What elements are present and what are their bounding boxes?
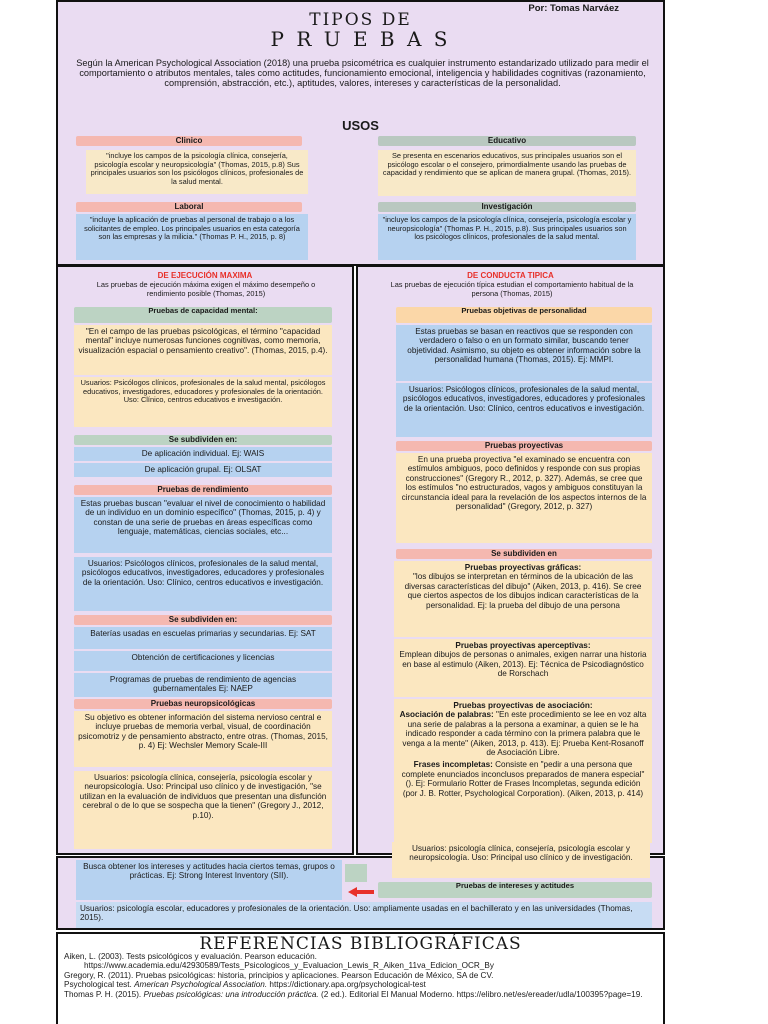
sub-asociacion: Asociación de palabras: xyxy=(399,710,494,720)
references-section xyxy=(56,932,665,1024)
label-clinico: Clinico xyxy=(76,136,302,146)
right-heading: DE CONDUCTA TIPICA xyxy=(467,271,554,280)
sub-baterias: Baterías usadas en escuelas primarias y secundarias. Ej: SAT xyxy=(74,627,332,649)
para-frases xyxy=(398,760,648,798)
users-intereses: Usuarios: psicología escolar, educadores y profesionales de la orientación. Uso: ampliamente usadas en el bachillerato y en las universidades (Thomas, 2015). xyxy=(76,902,652,928)
text-graficas: "los dibujos se interpretan en términos de la ubicación de las diversas características del dibujo" (Aiken, 2013, p. 416). Se cree que ciertos aspectos de los dibujos indican características de la personalidad. Ej: la prueba del dibujo de una persona xyxy=(404,572,642,610)
right-subtitle: Las pruebas de ejecución típica estudian el comportamiento habitual de la persona (Thomas, 2015) xyxy=(390,280,634,298)
page-title-line1: TIPOS DE xyxy=(309,10,412,30)
label-proyectivas: Pruebas proyectivas xyxy=(396,441,652,451)
text-rendimiento: Estas pruebas buscan "evaluar el nivel de conocimiento o habilidad de un individuo en un dominio específico" (Thomas, 2015, p. 4) y constan de una serie de pruebas en áreas específicas como lenguaje, matemáticas, ciencias sociales, etc... xyxy=(74,497,332,553)
ref-thomas-b: Pruebas psicológicas: una introducción práctica. xyxy=(143,989,319,999)
page-title-line2: P R U E B A S xyxy=(270,27,451,51)
ref-apa xyxy=(64,980,662,989)
text-objetivas: Estas pruebas se basan en reactivos que se responden con verdadero o falso o en un formato similar, buscando tener objetividad. Asimismo, su objeto es obtener información sobre la personalidad humana (Thomas, 2015). Ej: MMPI. xyxy=(396,325,652,381)
label-investigacion: Investigación xyxy=(378,202,636,212)
ref-thomas-c: (2 ed.). Editorial El Manual Moderno. https://elibro.net/es/ereader/udla/100395?page=19. xyxy=(318,989,643,999)
left-subtitle: Las pruebas de ejecución máxima exigen el máximo desempeño o rendimiento posible (Thomas, 2015) xyxy=(96,280,316,298)
card-aperceptivas xyxy=(394,639,652,697)
left-heading: DE EJECUCIÓN MAXIMA xyxy=(157,271,253,280)
sub-individual: De aplicación individual. Ej: WAIS xyxy=(74,447,332,461)
label-capacidad: Pruebas de capacidad mental: xyxy=(74,307,332,323)
right-column-panel xyxy=(356,265,665,855)
para-asociacion xyxy=(398,710,648,757)
author: Por: Tomas Narváez xyxy=(528,3,619,14)
intereses-accent xyxy=(345,864,367,882)
text-aperceptivas: Emplean dibujos de personas o animales, exigen narrar una historia en base al estimulo (Aiken, 2013). Ej: Técnica de Psicodiagnóstico de Rorschach xyxy=(399,650,647,679)
ref-apa-b: American Psychological Association. xyxy=(134,980,268,990)
label-subdividen-r: Se subdividen en xyxy=(396,549,652,559)
header-panel xyxy=(56,0,665,266)
title-asociacion: Pruebas proyectivas de asociación: xyxy=(453,701,593,710)
text-clinico: "incluye los campos de la psicología clínica, consejería, psicología escolar y neuropsicología" (Thomas, 2015, p.8) Sus principales usuarios son los psicólogos clínicos, profesionales de la salud mental. xyxy=(86,150,308,194)
ref-apa-a: Psychological test. xyxy=(64,980,135,990)
text-intereses: Busca obtener los intereses y actitudes hacia ciertos temas, grupos o prácticas. Ej: Strong Interest Inventory (SII). xyxy=(76,860,342,900)
users-neuro: Usuarios: psicología clínica, consejería, psicología escolar y neuropsicología. Uso: Principal uso clínico y de investigación, "se utilizan en la evaluación de individuos que presentan una disfunción cerebral o de lo que se sospecha que la tienen" (Gregory J., 2012, p.10). xyxy=(74,771,332,849)
intro-paragraph: Según la American Psychological Association (2018) una prueba psicométrica es cualquier instrumento estandarizado utilizado para medir el comportamiento o atributos mentales, tales como actitudes, funcionamiento emocional, inteligencia y habilidades cognitivas (razonamiento, comprensión, abstracción, etc.), aptitudes, valores, intereses y características de la personalidad. xyxy=(76,58,649,89)
title-graficas: Pruebas proyectivas gráficas: xyxy=(464,563,582,572)
users-objetivas: Usuarios: Psicólogos clínicos, profesionales de la salud mental, psicólogos educativos, investigadores, educadores y profesionales de la orientación. Uso: Clínico, centros educativos e investigación. xyxy=(396,383,652,437)
label-rendimiento: Pruebas de rendimiento xyxy=(74,485,332,495)
text-investigacion: "incluye los campos de la psicología clínica, consejería, psicología escolar y neuropsicología" (Thomas P. H., 2015, p.8). Sus principales usuarios son los psicólogos clínicos, profesionales de la salud mental. xyxy=(378,214,636,260)
label-educativo: Educativo xyxy=(378,136,636,146)
ref-gregory: Gregory, R. (2011). Pruebas psicológicas: historia, principios y aplicaciones. Pearson Educación de México, SA de CV. xyxy=(64,970,494,980)
references-heading: REFERENCIAS BIBLIOGRÁFICAS xyxy=(199,934,522,954)
sub-programas: Programas de pruebas de rendimiento de agencias gubernamentales Ej: NAEP xyxy=(74,673,332,697)
label-intereses: Pruebas de intereses y actitudes xyxy=(378,882,652,898)
card-graficas xyxy=(394,561,652,637)
users-proyectivas: Usuarios: psicología clínica, consejería, psicología escolar y neuropsicología. Uso: Principal uso clínico y de investigación. xyxy=(392,842,650,878)
sub-certificaciones: Obtención de certificaciones y licencias xyxy=(74,651,332,671)
users-rendimiento: Usuarios: Psicólogos clínicos, profesionales de la salud mental, psicólogos educativos, investigadores, educadores y profesionales de la orientación. Uso: Clínico, centros educativos e investigación. xyxy=(74,557,332,611)
text-frases: Consiste en "pedir a una persona que complete enunciados inconclusos preparados de manera especial" (). Ej: Formulario Rotter de Frases Incompletas, segunda edición (por J. B. Rotter, Psychological Corporation). (Aiken, 2013, p. 414) xyxy=(401,760,645,798)
ref-apa-c: https://dictionary.apa.org/psychological-test xyxy=(269,980,426,990)
ref-aiken: Aiken, L. (2003). Tests psicológicos y evaluación. Pearson educación. https://www.academia.edu/42930589/Tests_Psicologicos_y_Evaluacion_Lewis_R_Aiken_11va_Edicion_OCR_By xyxy=(64,952,494,971)
users-capacidad: Usuarios: Psicólogos clínicos, profesionales de la salud mental, psicólogos educativos, investigadores, educadores y profesionales de la orientación. Uso: Clínico, centros educativos e investigación. xyxy=(74,377,332,427)
references-list xyxy=(64,952,662,999)
text-capacidad: "En el campo de las pruebas psicológicas, el término "capacidad mental" incluye numerosas funciones cognitivas, como memoria, visualización espacial o pensamiento creativo". (Thomas, 2015, p.4). xyxy=(74,325,332,375)
label-objetivas: Pruebas objetivas de personalidad xyxy=(396,307,652,323)
text-asociacion: "En este procedimiento se lee en voz alta una serie de palabras a la persona a examinar, a quien se le ha indicado responder a cada término con la primera palabra que le venga a la mente" (Aiken, 2013, p. 413). Ej: Prueba Kent-Rosanoff de Asociación Libre. xyxy=(402,710,647,758)
text-neuro: Su objetivo es obtener información del sistema nervioso central e incluye pruebas de memoria verbal, visual, de coordinación psicomotriz y de pensamiento abstracto, entre otras. (Thomas, 2015, p. 4) Ej: Wechsler Memory Scale-III xyxy=(74,711,332,767)
label-neuro: Pruebas neuropsicológicas xyxy=(74,699,332,709)
title-aperceptivas: Pruebas proyectivas aperceptivas: xyxy=(455,641,591,650)
ref-thomas xyxy=(64,990,662,999)
usos-heading: USOS xyxy=(342,118,379,133)
card-asociacion xyxy=(394,699,652,843)
text-educativo: Se presenta en escenarios educativos, sus principales usuarios son el psicólogo escolar o el consejero, primordialmente usando las pruebas de capacidad y rendimiento que se aplican de manera grupal. (Thomas, 2015). xyxy=(378,150,636,196)
label-subdividen-1: Se subdividen en: xyxy=(74,435,332,445)
text-proyectivas: En una prueba proyectiva "el examinado se encuentra con estímulos ambiguos, poco definidos y responde con sus propias construcciones" (Gregory R., 2012, p. 327). Además, se cree que los estímulos "no estructurados, vagos y ambiguos constituyan la circunstancia ideal para la revelación de los aspectos internos de la personalidad" (Gregory, 2012, p. 327) xyxy=(396,453,652,543)
label-laboral: Laboral xyxy=(76,202,302,212)
text-laboral: "incluye la aplicación de pruebas al personal de trabajo o a los solicitantes de empleo. Los principales usuarios en esta categoría son las empresas y la milicia." (Thomas P. H., 2015, p. 8) xyxy=(76,214,308,260)
label-subdividen-2: Se subdividen en: xyxy=(74,615,332,625)
left-arrow-icon xyxy=(348,884,374,894)
left-column-panel xyxy=(56,265,354,855)
sub-frases: Frases incompletas: xyxy=(413,760,493,770)
sub-grupal: De aplicación grupal. Ej: OLSAT xyxy=(74,463,332,477)
ref-thomas-a: Thomas P. H. (2015). xyxy=(64,989,144,999)
